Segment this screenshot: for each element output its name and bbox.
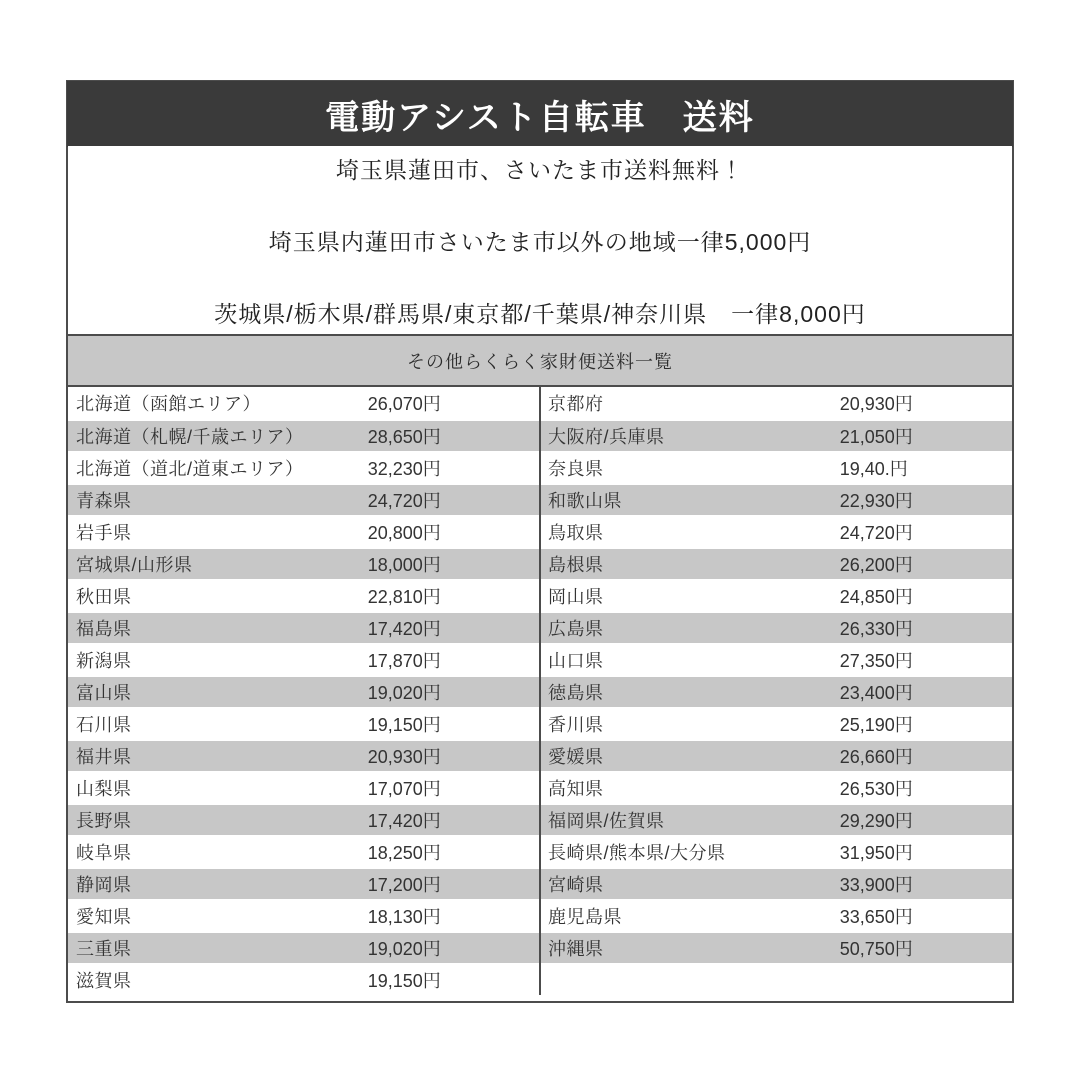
table-row [68, 419, 1012, 451]
table-subtitle: その他らくらく家財便送料一覧 [68, 334, 1012, 387]
note-free-shipping: 埼玉県蓮田市、さいたま市送料無料！ [336, 156, 744, 183]
prefecture-name: 静岡県 [76, 875, 132, 895]
table-row [68, 835, 1012, 867]
shipping-price: 19,40.円 [839, 459, 908, 479]
table-row [68, 483, 1012, 515]
left-cell [68, 677, 540, 707]
left-cell [68, 549, 540, 579]
prefecture-name: 奈良県 [548, 459, 604, 479]
left-cell [68, 709, 540, 739]
prefecture-name: 和歌山県 [548, 491, 622, 511]
shipping-price: 22,930円 [839, 491, 913, 511]
shipping-price: 29,290円 [839, 811, 913, 831]
shipping-price: 19,020円 [367, 683, 441, 703]
table-row [68, 803, 1012, 835]
shipping-price: 17,200円 [367, 875, 441, 895]
shipping-price: 24,720円 [839, 523, 913, 543]
shipping-price: 20,930円 [839, 394, 913, 414]
right-cell [540, 549, 1012, 579]
shipping-price: 18,000円 [367, 555, 441, 575]
left-cell [68, 613, 540, 643]
right-cell [540, 773, 1012, 803]
prefecture-name: 岐阜県 [76, 843, 132, 863]
left-cell [68, 869, 540, 899]
prefecture-name: 福岡県/佐賀県 [548, 811, 665, 831]
prefecture-name: 長崎県/熊本県/大分県 [548, 843, 726, 863]
shipping-price: 19,150円 [367, 715, 441, 735]
prefecture-name: 愛媛県 [548, 747, 604, 767]
shipping-price: 17,870円 [367, 651, 441, 671]
prefecture-name: 長野県 [76, 811, 132, 831]
shipping-price: 50,750円 [839, 939, 913, 959]
right-cell [540, 453, 1012, 483]
left-cell [68, 901, 540, 931]
shipping-price: 32,230円 [367, 459, 441, 479]
left-cell [68, 421, 540, 451]
shipping-price: 33,650円 [839, 907, 913, 927]
prefecture-name: 岩手県 [76, 523, 132, 543]
prefecture-name: 秋田県 [76, 587, 132, 607]
right-cell [540, 869, 1012, 899]
left-cell [68, 485, 540, 515]
page-title-bar [67, 81, 1013, 147]
prefecture-name: 山口県 [548, 651, 604, 671]
prefecture-name: 北海道（道北/道東エリア） [76, 459, 304, 479]
shipping-price: 18,130円 [367, 907, 441, 927]
prefecture-name: 岡山県 [548, 587, 604, 607]
shipping-price: 24,720円 [367, 491, 441, 511]
right-cell [540, 837, 1012, 867]
table-row [68, 899, 1012, 931]
right-cell [540, 933, 1012, 963]
prefecture-name: 京都府 [548, 394, 604, 414]
table-row [68, 515, 1012, 547]
right-cell [540, 901, 1012, 931]
right-cell [540, 741, 1012, 771]
shipping-price: 26,200円 [839, 555, 913, 575]
left-cell [68, 453, 540, 483]
shipping-price: 27,350円 [839, 651, 913, 671]
right-cell [540, 387, 1012, 419]
prefecture-name: 石川県 [76, 715, 132, 735]
shipping-price: 17,420円 [367, 811, 441, 831]
prefecture-name: 徳島県 [548, 683, 604, 703]
shipping-price: 23,400円 [839, 683, 913, 703]
right-cell [540, 613, 1012, 643]
right-cell [540, 421, 1012, 451]
prefecture-name: 鳥取県 [548, 523, 604, 543]
shipping-price: 19,150円 [367, 971, 441, 991]
left-cell [68, 773, 540, 803]
prefecture-name: 大阪府/兵庫県 [548, 427, 665, 447]
page-title: 電動アシスト自転車 送料 [325, 98, 755, 137]
left-cell [68, 837, 540, 867]
prefecture-name: 富山県 [76, 683, 132, 703]
table-row [68, 675, 1012, 707]
prefecture-name: 高知県 [548, 779, 604, 799]
right-cell [540, 581, 1012, 611]
prefecture-name: 宮崎県 [548, 875, 604, 895]
table-row [68, 547, 1012, 579]
table-row [68, 963, 1012, 995]
shipping-price: 17,070円 [367, 779, 441, 799]
table-row [68, 451, 1012, 483]
table-row [68, 867, 1012, 899]
shipping-price: 25,190円 [839, 715, 913, 735]
table-row [68, 387, 1012, 419]
right-cell [540, 677, 1012, 707]
shipping-price: 26,330円 [839, 619, 913, 639]
left-cell [68, 741, 540, 771]
shipping-price: 24,850円 [839, 587, 913, 607]
shipping-price: 21,050円 [839, 427, 913, 447]
shipping-price: 26,660円 [839, 747, 913, 767]
table-row [68, 771, 1012, 803]
prefecture-name: 北海道（札幌/千歳エリア） [76, 427, 304, 447]
shipping-price: 22,810円 [367, 587, 441, 607]
prefecture-name: 鹿児島県 [548, 907, 622, 927]
shipping-price: 20,800円 [367, 523, 441, 543]
prefecture-name: 北海道（函館エリア） [76, 394, 261, 414]
shipping-notes [68, 146, 1012, 334]
prefecture-name: 沖縄県 [548, 939, 604, 959]
shipping-price: 33,900円 [839, 875, 913, 895]
prefecture-name: 広島県 [548, 619, 604, 639]
shipping-price: 19,020円 [367, 939, 441, 959]
right-cell [540, 805, 1012, 835]
left-cell [68, 581, 540, 611]
table-row [68, 707, 1012, 739]
shipping-notice-sheet [66, 80, 1014, 1003]
prefecture-name: 山梨県 [76, 779, 132, 799]
table-row [68, 611, 1012, 643]
table-row [68, 579, 1012, 611]
prefecture-name: 三重県 [76, 939, 132, 959]
prefecture-name: 福井県 [76, 747, 132, 767]
shipping-price: 31,950円 [839, 843, 913, 863]
left-cell [68, 805, 540, 835]
left-cell [68, 387, 540, 419]
shipping-price: 18,250円 [367, 843, 441, 863]
table-row [68, 931, 1012, 963]
shipping-price: 17,420円 [367, 619, 441, 639]
prefecture-name: 青森県 [76, 491, 132, 511]
note-kanto-flat-rate: 茨城県/栃木県/群馬県/東京都/千葉県/神奈川県 一律8,000円 [214, 300, 866, 327]
right-cell [540, 517, 1012, 547]
shipping-fee-table [68, 387, 1012, 995]
left-cell [68, 517, 540, 547]
prefecture-name: 宮城県/山形県 [76, 555, 193, 575]
prefecture-name: 島根県 [548, 555, 604, 575]
shipping-price: 20,930円 [367, 747, 441, 767]
right-cell [540, 965, 1012, 995]
prefecture-name: 香川県 [548, 715, 604, 735]
prefecture-name: 愛知県 [76, 907, 132, 927]
left-cell [68, 645, 540, 675]
right-cell [540, 485, 1012, 515]
prefecture-name: 新潟県 [76, 651, 132, 671]
shipping-price: 28,650円 [367, 427, 441, 447]
prefecture-name: 滋賀県 [76, 971, 132, 991]
left-cell [68, 965, 540, 995]
left-cell [68, 933, 540, 963]
table-row [68, 739, 1012, 771]
prefecture-name: 福島県 [76, 619, 132, 639]
table-row [68, 643, 1012, 675]
right-cell [540, 709, 1012, 739]
note-saitama-flat-rate: 埼玉県内蓮田市さいたま市以外の地域一律5,000円 [268, 228, 812, 255]
right-cell [540, 645, 1012, 675]
shipping-price: 26,070円 [367, 394, 441, 414]
shipping-price: 26,530円 [839, 779, 913, 799]
